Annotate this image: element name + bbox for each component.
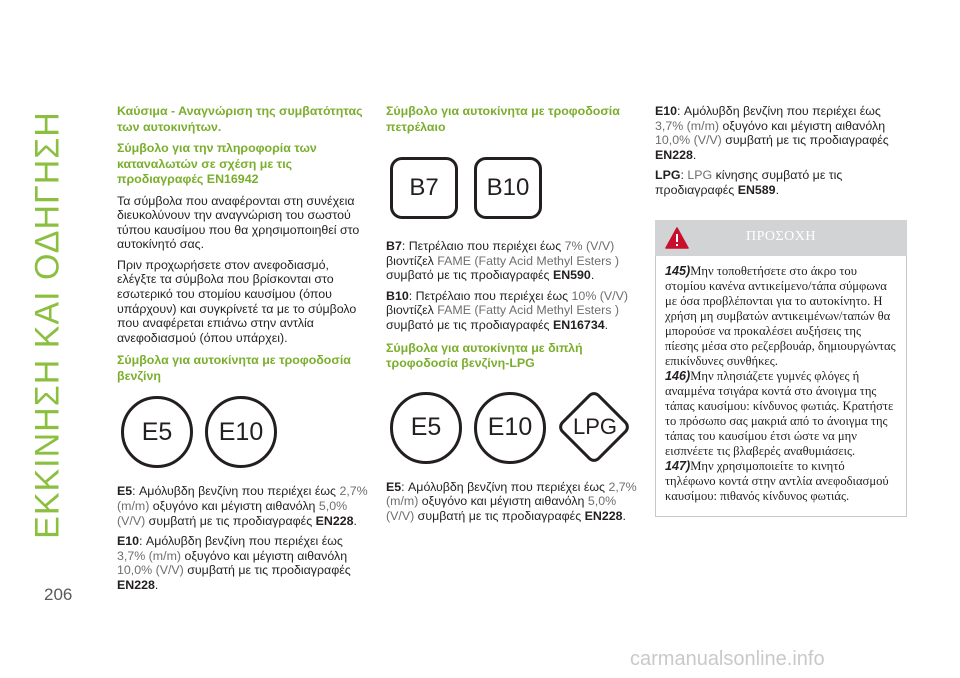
heading-bifuel-symbols: Σύμβολα για αυτοκίνητα με διπλή τροφοδοσία βενζίνη-LPG — [386, 340, 583, 371]
e10-lpg-end: . — [692, 147, 697, 162]
column-1 — [117, 104, 369, 599]
b7-pct: 7% (V/V) — [564, 239, 615, 253]
b7-fame: FAME (Fatty Acid Methyl Esters ) — [437, 253, 620, 268]
lpg-standard: EN589 — [737, 182, 776, 197]
b7-standard: EN590 — [552, 268, 591, 283]
b10-end: . — [604, 317, 609, 332]
e10-lpg-description — [655, 104, 907, 162]
column-2 — [386, 104, 638, 529]
lpg-text-1: : — [680, 168, 688, 183]
lpg-description — [655, 168, 907, 197]
e10-lpg-vol-pct: 10,0% (V/V) — [655, 133, 722, 148]
b7-symbol-icon: B7 — [390, 157, 458, 219]
e5-end: . — [353, 513, 357, 528]
warning-title: ΠΡΟΣΟΧΗ — [746, 228, 816, 244]
diesel-badges — [386, 141, 638, 233]
e10-mass-pct: 3,7% (m/m) — [117, 548, 182, 563]
e10-text-1: : Αμόλυβδη βενζίνη που περιέχει έως — [139, 534, 343, 549]
warning-text: Μην πλησιάζετε γυμνές φλόγες ή αναμμένα τσιγάρα κοντά στο άνοιγμα της τάπας καυσίμου: κίνδυνος φωτιάς. Κρατήστε το πρόσωπο σας μακριά από το άνοιγμα της τάπας του καυσίμου έτσι ώστε να μην εισπνέετε τις βλαβερές αναθυμιάσεις. — [665, 368, 894, 458]
e10-lpg-text-1: : Αμόλυβδη βενζίνη που περιέχει έως — [677, 104, 881, 118]
e10-code: E10 — [117, 534, 140, 549]
e5-text-3: συμβατή με τις προδιαγραφές — [145, 513, 316, 528]
warning-box — [655, 256, 907, 517]
e10-lpg-text-3: συμβατή με τις προδιαγραφές — [721, 133, 889, 148]
b7-text-1: : Πετρέλαιο που περιέχει έως — [401, 239, 565, 253]
b10-pct: 10% (V/V) — [571, 288, 628, 303]
b10-symbol-icon: B10 — [474, 157, 542, 219]
e10-lpg-mass-pct: 3,7% (m/m) — [655, 118, 720, 133]
b10-text-1: : Πετρέλαιο που περιέχει έως — [408, 288, 572, 303]
e10-text-2: οξυγόνο και μέγιστη αιθανόλη — [181, 548, 348, 563]
warning-ref: 145) — [665, 263, 691, 278]
e5-symbol-icon: E5 — [121, 396, 193, 468]
e5-lpg-code: E5 — [386, 479, 402, 494]
e10-text-3: συμβατή με τις προδιαγραφές — [183, 563, 351, 578]
b10-code: B10 — [386, 288, 409, 303]
b10-text-3: συμβατό με τις προδιαγραφές — [386, 317, 553, 332]
e10-description — [117, 534, 369, 592]
warning-text: Μην τοποθετήσετε στο άκρο του στομίου κανένα αντικείμενο/τάπα σύμφωνα με όσα προβλέπονται για το αυτοκίνητο. Η χρήση μη συμβατών αντικειμένων/ταπών θα μπορούσε να προκαλέσει αυξήσεις της πίεσης μέσα στο ρεζερβουάρ, δημιουργώντας επικίνδυνες συνθήκες. — [665, 263, 896, 368]
e5-lpg-text-3: συμβατή με τις προδιαγραφές — [414, 508, 585, 523]
b7-text-3: συμβατό με τις προδιαγραφές — [386, 268, 553, 283]
column-3 — [655, 104, 907, 517]
b10-fame: FAME (Fatty Acid Methyl Esters ) — [437, 303, 620, 318]
b7-code: B7 — [386, 239, 402, 253]
warning-item — [665, 264, 897, 369]
warning-item — [665, 459, 897, 504]
warning-ref: 146) — [665, 368, 691, 383]
lpg-code: LPG — [655, 168, 681, 183]
e5-lpg-text-2: οξυγόνο και μέγιστη αιθανόλη — [418, 494, 588, 509]
e5-code: E5 — [117, 484, 133, 499]
bifuel-badges — [386, 378, 638, 474]
b10-description — [386, 289, 638, 333]
e10-vol-pct: 10,0% (V/V) — [117, 563, 184, 578]
e5-text-1: : Αμόλυβδη βενζίνη που περιέχει έως — [132, 484, 340, 499]
b10-text-2: βιοντίζελ — [386, 303, 438, 318]
e5-lpg-text-1: : Αμόλυβδη βενζίνη που περιέχει έως — [401, 479, 609, 494]
watermark: carmanualsonline.info — [630, 648, 825, 670]
e5-text-2: οξυγόνο και μέγιστη αιθανόλη — [149, 499, 319, 514]
b7-description — [386, 239, 638, 283]
refuel-paragraph: Πριν προχωρήσετε στον ανεφοδιασμό, ελέγξτε τα σύμβολα που βρίσκονται στο εσωτερικό του στομίου καυσίμου (όπου υπάρχουν) και συγκρίνετέ τα με το σύμβολο που αναφέρεται επιάνω στην αντλία ανεφοδιασμού (όπου υπάρχει). — [117, 257, 357, 345]
e10-symbol-icon: E10 — [205, 396, 277, 468]
e5-symbol-icon: E5 — [390, 392, 462, 464]
e5-description — [117, 484, 369, 528]
b7-end: . — [590, 268, 595, 283]
heading-fuel-compatibility: Καύσιμα - Αναγνώριση της συμβατότητας των αυτοκινήτων. — [117, 104, 363, 134]
e10-end: . — [154, 578, 159, 592]
e10-lpg-text-2: οξυγόνο και μέγιστη αιθανόλη — [719, 118, 886, 133]
lpg-text-2: κίνησης συμβατό με τις προδιαγραφές — [655, 168, 843, 197]
warning-ref: 147) — [665, 458, 691, 473]
intro-paragraph: Τα σύμβολα που αναφέρονται στη συνέχεια διευκολύνουν την αναγνώριση του σωστού τύπου καυσίμου που θα χρησιμοποιηθεί στο αυτοκίνητό σας. — [117, 193, 360, 252]
e10-standard: EN228 — [117, 578, 155, 592]
e10-symbol-icon: E10 — [474, 392, 546, 464]
e5-lpg-vol-pct: 5,0% (V/V) — [386, 494, 617, 523]
section-sidebar-label: ΕΚΚΙΝΗΣΗ ΚΑΙ ΟΔΗΓΗΣΗ — [28, 111, 67, 539]
heading-consumer-symbol: Σύμβολο για την πληροφορία των καταναλωτών σε σχέση με τις προδιαγραφές EN16942 — [117, 141, 317, 186]
e5-lpg-mass-pct: 2,7% (m/m) — [386, 479, 637, 509]
e5-lpg-standard: EN228 — [584, 508, 623, 523]
e10-lpg-standard: EN228 — [655, 147, 693, 162]
e5-standard: EN228 — [315, 513, 354, 528]
heading-diesel-symbol: Σύμβολο για αυτοκίνητα με τροφοδοσία πετρέλαιο — [386, 104, 620, 134]
e5-vol-pct: 5,0% (V/V) — [117, 499, 348, 528]
lpg-symbol-label: LPG — [572, 414, 618, 440]
e10-lpg-code: E10 — [655, 104, 678, 118]
e5-lpg-description — [386, 480, 638, 524]
lpg-symbol-icon — [556, 389, 634, 467]
page-number: 206 — [44, 585, 73, 604]
lpg-end: . — [775, 182, 780, 197]
e5-mass-pct: 2,7% (m/m) — [117, 484, 368, 514]
warning-item — [665, 369, 897, 459]
lpg-word: LPG — [687, 168, 713, 183]
warning-text: Μην χρησιμοποιείτε το κινητό τηλέφωνο κοντά στην αντλία ανεφοδιασμού καυσίμου: πιθανός κίνδυνος φωτιάς. — [665, 458, 889, 503]
b7-text-2: βιοντίζελ — [386, 253, 438, 268]
e5-lpg-end: . — [622, 508, 626, 523]
b10-standard: EN16734 — [552, 317, 605, 332]
section-sidebar-title — [18, 95, 78, 555]
heading-petrol-symbols: Σύμβολα για αυτοκίνητα με τροφοδοσία βενζίνη — [117, 353, 351, 383]
warning-header — [655, 220, 907, 256]
petrol-badges — [117, 390, 369, 478]
